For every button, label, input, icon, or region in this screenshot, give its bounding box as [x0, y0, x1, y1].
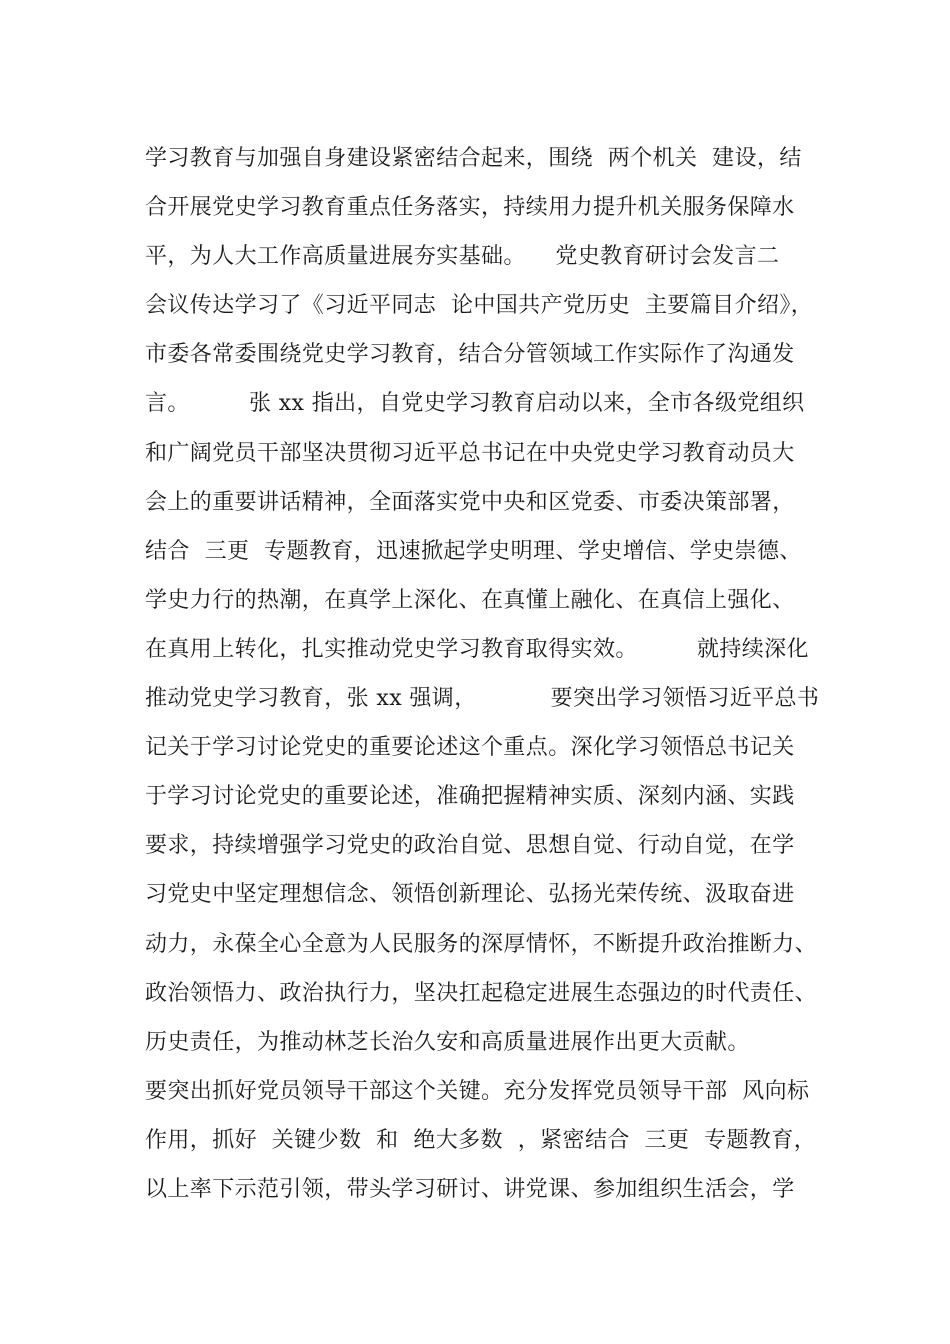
text-line-11: 在真用上转化，扎实推动党史学习教育取得实效。 就持续深化: [145, 636, 809, 662]
text-line-16: 习党史中坚定理想信念、领悟创新理论、弘扬光荣传统、汲取奋进: [145, 882, 795, 908]
text-line-21: 作用，抓好 关键少数 和 绝大多数 ，紧密结合 三更 专题教育，: [145, 1127, 817, 1153]
text-line-4: 会议传达学习了《习近平同志 论中国共产党历史 主要篇目介绍》，: [145, 293, 814, 319]
text-line-19: 历史责任，为推动林芝长治久安和高质量进展作出更大贡献。: [145, 1029, 750, 1055]
text-line-7: 和广阔党员干部坚决贯彻习近平总书记在中央党史学习教育动员大: [145, 440, 795, 466]
body-text: [145, 134, 845, 1214]
text-line-10: 学史力行的热潮，在真学上深化、在真懂上融化、在真信上强化、: [145, 587, 795, 613]
text-line-22: 以上率下示范引领，带头学习研讨、讲党课、参加组织生活会，学: [145, 1176, 795, 1202]
text-line-12: 推动党史学习教育，张 xx 强调， 要突出学习领悟习近平总书: [145, 686, 820, 712]
text-line-2: 合开展党史学习教育重点任务落实，持续用力提升机关服务保障水: [145, 195, 795, 221]
text-line-6: 言。 张 xx 指出，自党史学习教育启动以来，全市各级党组织: [145, 391, 805, 417]
text-line-14: 于学习讨论党史的重要论述，准确把握精神实质、深刻内涵、实践: [145, 784, 795, 810]
text-line-15: 要求，持续增强学习党史的政治自觉、思想自觉、行动自觉，在学: [145, 833, 795, 859]
text-line-18: 政治领悟力、政治执行力，坚决扛起稳定进展生态强边的时代责任、: [145, 980, 818, 1006]
text-line-1: 学习教育与加强自身建设紧密结合起来，围绕 两个机关 建设，结: [145, 146, 802, 171]
text-line-20: 要突出抓好党员领导干部这个关键。充分发挥党员领导干部 风向标: [145, 1078, 810, 1104]
text-line-3: 平，为人大工作高质量进展夯实基础。 党史教育研讨会发言二: [145, 244, 780, 270]
text-line-13: 记关于学习讨论党史的重要论述这个重点。深化学习领悟总书记关: [145, 735, 795, 761]
text-line-8: 会上的重要讲话精神，全面落实党中央和区党委、市委决策部署，: [145, 489, 795, 515]
text-line-17: 动力，永葆全心全意为人民服务的深厚情怀，不断提升政治推断力、: [145, 931, 818, 957]
text-line-5: 市委各常委围绕党史学习教育，结合分管领域工作实际作了沟通发: [145, 342, 795, 368]
text-line-9: 结合 三更 专题教育，迅速掀起学史明理、学史增信、学史崇德、: [145, 538, 802, 564]
